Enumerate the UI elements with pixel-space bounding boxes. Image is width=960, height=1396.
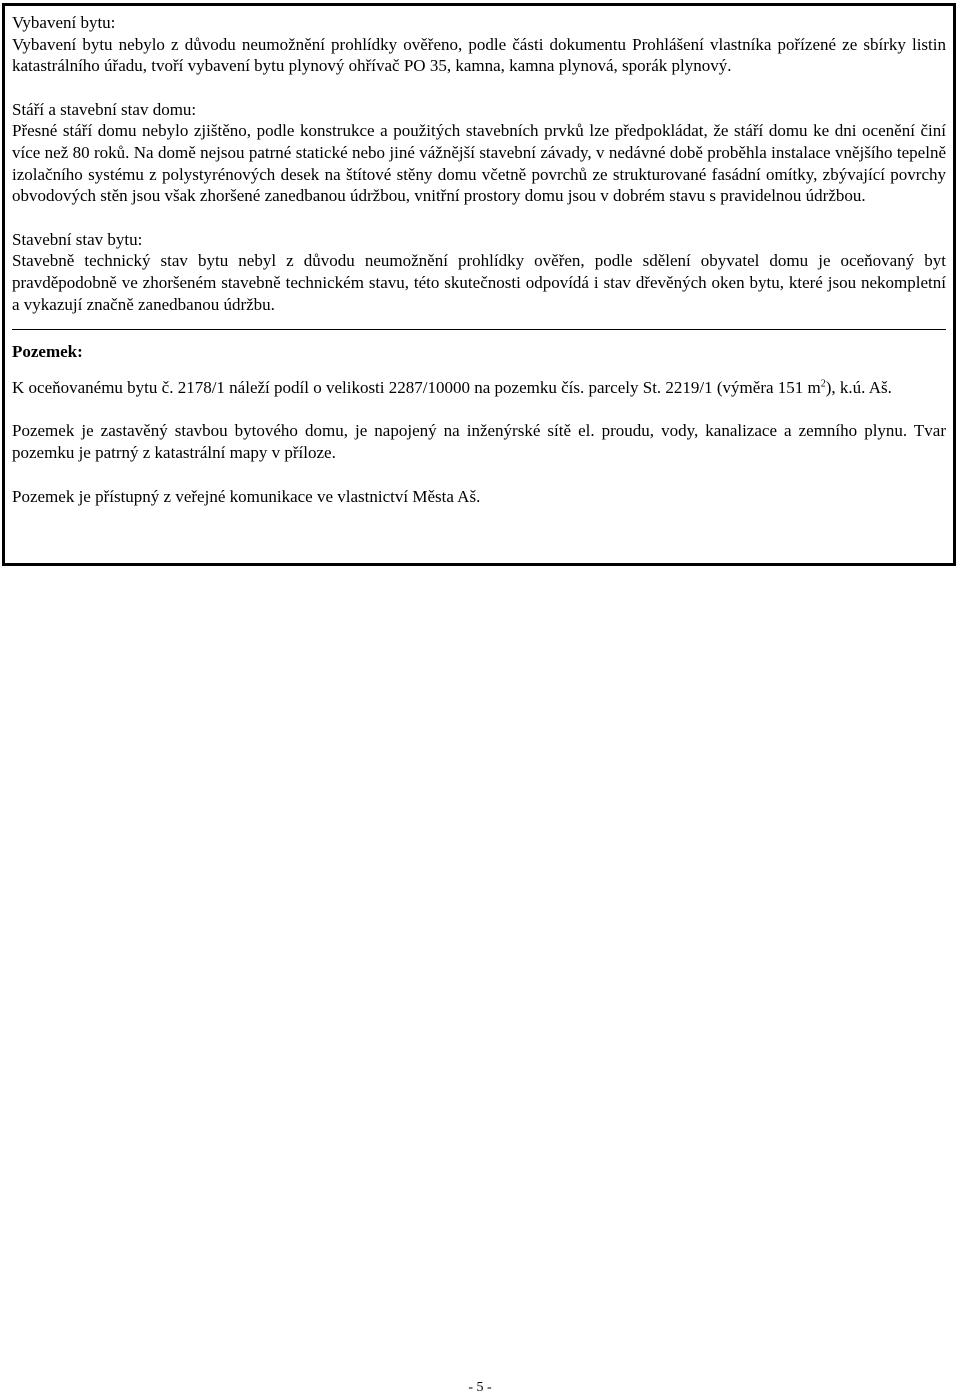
document-frame bbox=[2, 3, 956, 566]
spacer bbox=[12, 315, 946, 329]
section-heading-vybaveni: Vybavení bytu: bbox=[12, 13, 116, 32]
pozemek-text-podil bbox=[12, 377, 946, 399]
section-heading-pozemek: Pozemek: bbox=[12, 342, 83, 362]
pozemek-text-podil-main: K oceňovanému bytu č. 2178/1 náleží podíl o velikosti 2287/10000 na pozemku čís. parcely St. 2219/1 (výměra 151 m bbox=[12, 377, 821, 397]
section-heading-stav-bytu: Stavební stav bytu: bbox=[12, 229, 143, 249]
pozemek-text-pristupny: Pozemek je přístupný z veřejné komunikace ve vlastnictví Města Aš. bbox=[12, 486, 481, 506]
area-unit-superscript: 2 bbox=[820, 378, 826, 390]
pozemek-text-zastaveny: Pozemek je zastavěný stavbou bytového domu, je napojený na inženýrské sítě el. proudu, vody, kanalizace a zemního plynu. Tvar pozemku je patrný z katastrální mapy v příloze. bbox=[12, 421, 946, 462]
spacer bbox=[12, 464, 946, 486]
section-text-stav-bytu: Stavebně technický stav bytu nebyl z důvodu neumožnění prohlídky ověřen, podle sdělení obyvatel domu je oceňovaný byt pravděpodobně ve zhoršeném stavebně technickém stavu, této skutečnosti odpovídá i stav dřevěných oken bytu, které jsou nekompletní a vykazují značně zanedbanou údržbu. bbox=[12, 251, 946, 314]
spacer bbox=[12, 398, 946, 420]
spacer bbox=[12, 207, 946, 229]
spacer bbox=[12, 330, 946, 341]
section-text-stari: Přesné stáří domu nebylo zjištěno, podle konstrukce a použitých stavebních prvků lze předpokládat, že stáří domu ke dni ocenění činí více než 80 roků. Na domě nejsou patrné statické nebo jiné vážnější stavební závady, v nedávné době proběhla instalace vnějšího tepelně izolačního systému z polystyrénových desek na štítové stěny domu včetně povrchů ze strukturované fasádní omítky, zbývající povrchy obvodových stěn jsou však zhoršené zanedbanou údržbou, vnitřní prostory domu jsou v dobrém stavu s pravidelnou údržbou. bbox=[12, 121, 946, 206]
spacer bbox=[12, 363, 946, 377]
page-number: - 5 - bbox=[468, 1380, 492, 1395]
section-heading-stari: Stáří a stavební stav domu: bbox=[12, 99, 197, 119]
section-text-vybaveni: Vybavení bytu nebylo z důvodu neumožnění prohlídky ověřeno, podle části dokumentu Prohlášení vlastníka pořízené ze sbírky listin katastrálního úřadu, tvoří vybavení bytu plynový ohřívač PO 35, kamna, kamna plynová, sporák plynový. bbox=[12, 34, 946, 76]
spacer bbox=[12, 77, 946, 99]
pozemek-text-podil-end: ), k.ú. Aš. bbox=[825, 377, 892, 397]
